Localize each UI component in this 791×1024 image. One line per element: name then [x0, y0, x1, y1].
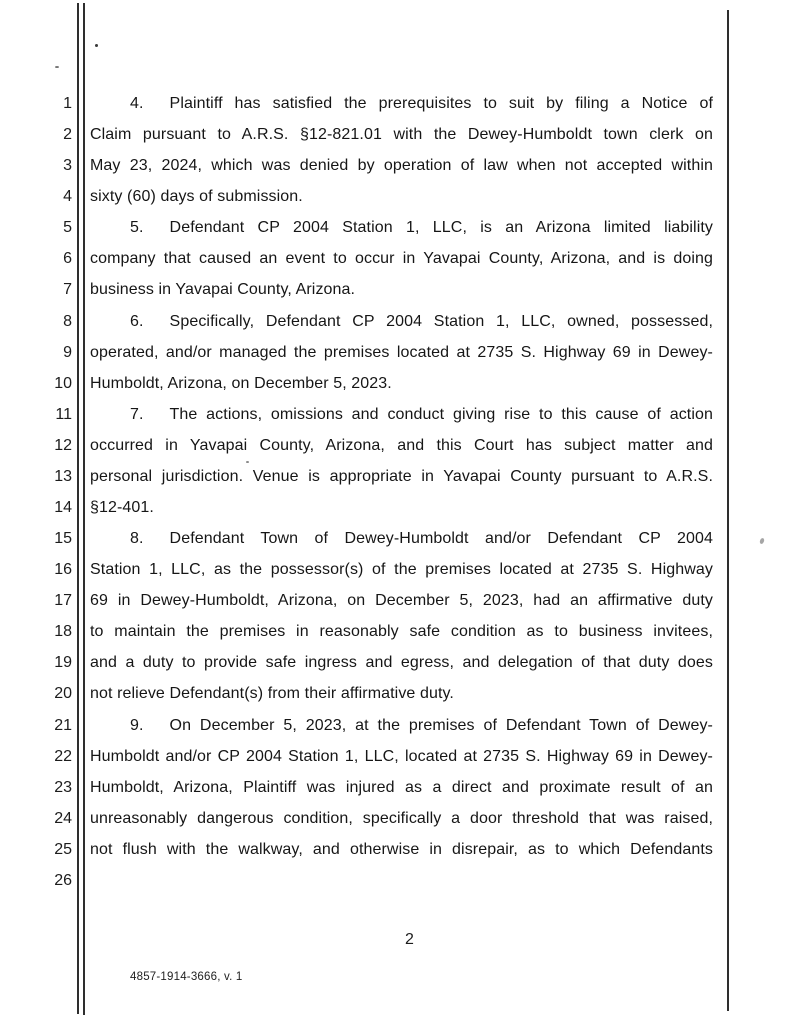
pleading-text-line: Claim pursuant to A.R.S. §12-821.01 with the Dewey-Humboldt town clerk on	[90, 126, 713, 144]
paragraph-number: 9.	[130, 716, 144, 734]
line-number: 7	[63, 281, 72, 299]
line-number: 10	[54, 374, 72, 392]
line-number: 9	[63, 343, 72, 361]
left-margin-rule-outer	[77, 3, 79, 1014]
text-column	[90, 88, 713, 896]
line-number: 16	[54, 561, 72, 579]
pleading-text-line: 69 in Dewey-Humboldt, Arizona, on December 5, 2023, had an affirmative duty	[90, 592, 713, 610]
right-margin-rule	[727, 10, 729, 1011]
line-number: 8	[63, 312, 72, 330]
paragraph-number: 5.	[130, 219, 144, 237]
paragraph-number: 4.	[130, 95, 144, 112]
pleading-text-line: Humboldt and/or CP 2004 Station 1, LLC, located at 2735 S. Highway 69 in Dewey-	[90, 747, 713, 765]
pleading-text-line: 5. Defendant CP 2004 Station 1, LLC, is an Arizona limited liability	[130, 219, 713, 237]
line-number: 21	[54, 716, 72, 734]
left-margin-rule-inner	[83, 3, 85, 1015]
pleading-text-line: Station 1, LLC, as the possessor(s) of the premises located at 2735 S. Highway	[90, 561, 713, 579]
scan-artifact	[759, 537, 765, 544]
pleading-text-line: May 23, 2024, which was denied by operation of law when not accepted within	[90, 157, 713, 175]
line-number: 24	[54, 809, 72, 827]
line-number: 15	[54, 530, 72, 548]
line-number: 25	[54, 840, 72, 858]
line-number: 23	[54, 778, 72, 796]
scan-artifact	[55, 66, 59, 68]
line-number-column	[30, 88, 72, 896]
paragraph-number: 8.	[130, 530, 144, 548]
pleading-text-line: business in Yavapai County, Arizona.	[90, 281, 356, 299]
pleading-text-line: to maintain the premises in reasonably safe condition as to business invitees,	[90, 623, 713, 641]
pleading-text-line	[90, 865, 713, 896]
pleading-text-line: Humboldt, Arizona, Plaintiff was injured as a direct and proximate result of an	[90, 778, 713, 796]
pleading-text-line: 7. The actions, omissions and conduct giving rise to this cause of action	[130, 405, 713, 423]
line-number: 19	[54, 654, 72, 672]
pleading-text-line: 4. Plaintiff has satisfied the prerequisites to suit by filing a Notice of	[130, 95, 713, 112]
pleading-text-line: sixty (60) days of submission.	[90, 188, 303, 206]
line-number: 5	[63, 219, 72, 237]
line-number: 13	[54, 467, 72, 485]
pleading-text-line: Humboldt, Arizona, on December 5, 2023.	[90, 374, 392, 392]
line-number: 4	[63, 188, 72, 206]
paragraph-number: 7.	[130, 405, 144, 423]
line-number: 3	[63, 157, 72, 175]
pleading-text-line: 8. Defendant Town of Dewey-Humboldt and/or Defendant CP 2004	[130, 530, 713, 548]
line-number: 14	[54, 499, 72, 517]
line-number: 26	[54, 871, 72, 889]
pleading-text-line: personal jurisdiction. Venue is appropriate in Yavapai County pursuant to A.R.S.	[90, 467, 713, 485]
line-number: 17	[54, 592, 72, 610]
pleading-text-line: not relieve Defendant(s) from their affirmative duty.	[90, 685, 454, 703]
line-number: 12	[54, 436, 72, 454]
document-id-footer: 4857-1914-3666, v. 1	[130, 971, 243, 983]
line-number: 20	[54, 685, 72, 703]
paragraph-number: 6.	[130, 312, 144, 330]
pleading-text-line: not flush with the walkway, and otherwise in disrepair, as to which Defendants	[90, 840, 713, 858]
pleading-text-line: and a duty to provide safe ingress and egress, and delegation of that duty does	[90, 654, 713, 672]
scan-artifact	[95, 44, 98, 47]
pleading-text-line: 9. On December 5, 2023, at the premises of Defendant Town of Dewey-	[130, 716, 713, 734]
line-number: 1	[63, 95, 72, 112]
pleading-text-line: operated, and/or managed the premises located at 2735 S. Highway 69 in Dewey-	[90, 343, 713, 361]
pleading-text-line: §12-401.	[90, 499, 154, 517]
line-number: 18	[54, 623, 72, 641]
pleading-text-line: company that caused an event to occur in Yavapai County, Arizona, and is doing	[90, 250, 713, 268]
page-number: 2	[405, 931, 414, 948]
pleading-text-line: unreasonably dangerous condition, specifically a door threshold that was raised,	[90, 809, 713, 827]
line-number: 11	[55, 405, 72, 423]
pleading-text-line: occurred in Yavapai County, Arizona, and this Court has subject matter and	[90, 436, 713, 454]
line-number: 22	[54, 747, 72, 765]
line-number: 6	[63, 250, 72, 268]
line-number: 2	[63, 126, 72, 144]
pleading-text-line: 6. Specifically, Defendant CP 2004 Station 1, LLC, owned, possessed,	[130, 312, 713, 330]
